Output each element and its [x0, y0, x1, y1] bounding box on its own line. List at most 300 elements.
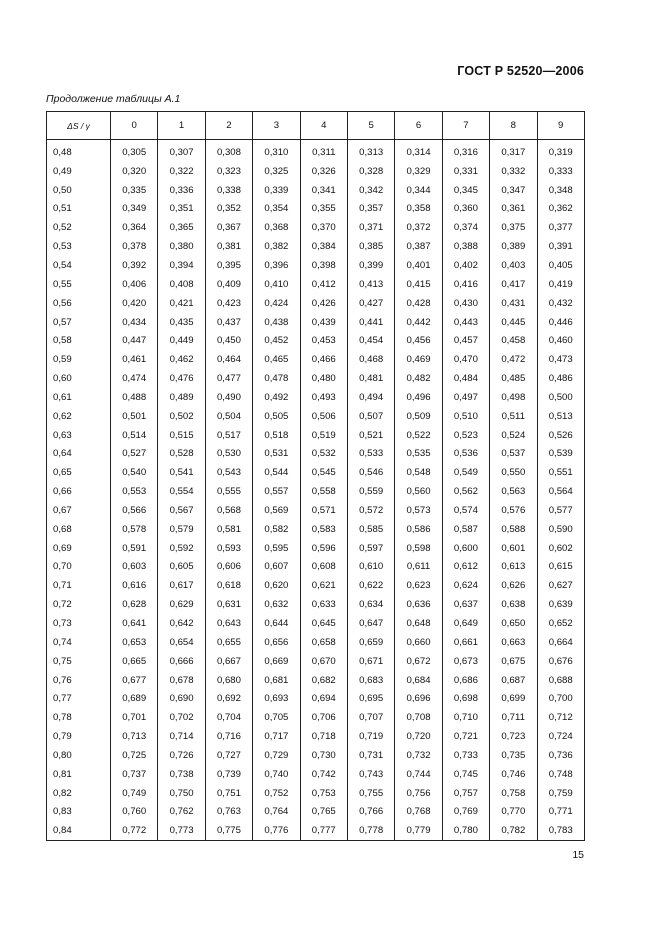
value-cell: 0,783 — [537, 821, 584, 840]
value-cell: 0,737 — [111, 765, 158, 784]
table-row — [47, 671, 585, 690]
table-row — [47, 482, 585, 501]
row-label-cell: 0,78 — [47, 708, 111, 727]
value-cell: 0,427 — [347, 294, 394, 313]
value-cell: 0,553 — [111, 482, 158, 501]
value-cell: 0,540 — [111, 463, 158, 482]
value-cell: 0,408 — [158, 275, 205, 294]
value-cell: 0,361 — [490, 200, 537, 219]
value-cell: 0,677 — [111, 671, 158, 690]
value-cell: 0,367 — [205, 218, 252, 237]
value-cell: 0,695 — [347, 689, 394, 708]
value-cell: 0,342 — [347, 181, 394, 200]
table-row — [47, 426, 585, 445]
value-cell: 0,705 — [253, 708, 300, 727]
column-header-5: 5 — [347, 112, 394, 140]
value-cell: 0,690 — [158, 689, 205, 708]
value-cell: 0,687 — [490, 671, 537, 690]
value-cell: 0,317 — [490, 140, 537, 162]
value-cell: 0,453 — [300, 331, 347, 350]
value-cell: 0,401 — [395, 256, 442, 275]
value-cell: 0,778 — [347, 821, 394, 840]
value-cell: 0,450 — [205, 331, 252, 350]
value-cell: 0,329 — [395, 162, 442, 181]
row-label-cell: 0,56 — [47, 294, 111, 313]
value-cell: 0,345 — [442, 181, 489, 200]
value-cell: 0,749 — [111, 784, 158, 803]
value-cell: 0,597 — [347, 539, 394, 558]
value-cell: 0,769 — [442, 803, 489, 822]
value-cell: 0,410 — [253, 275, 300, 294]
value-cell: 0,601 — [490, 539, 537, 558]
value-cell: 0,606 — [205, 558, 252, 577]
table-row — [47, 463, 585, 482]
value-cell: 0,590 — [537, 520, 584, 539]
column-header-3: 3 — [253, 112, 300, 140]
value-cell: 0,756 — [395, 784, 442, 803]
value-cell: 0,568 — [205, 501, 252, 520]
value-cell: 0,413 — [347, 275, 394, 294]
value-cell: 0,377 — [537, 218, 584, 237]
value-cell: 0,332 — [490, 162, 537, 181]
value-cell: 0,555 — [205, 482, 252, 501]
value-cell: 0,669 — [253, 652, 300, 671]
table-row — [47, 140, 585, 162]
value-cell: 0,742 — [300, 765, 347, 784]
value-cell: 0,602 — [537, 539, 584, 558]
value-cell: 0,658 — [300, 633, 347, 652]
value-cell: 0,763 — [205, 803, 252, 822]
value-cell: 0,675 — [490, 652, 537, 671]
value-cell: 0,351 — [158, 200, 205, 219]
value-cell: 0,751 — [205, 784, 252, 803]
table-row — [47, 331, 585, 350]
value-cell: 0,462 — [158, 350, 205, 369]
value-cell: 0,371 — [347, 218, 394, 237]
value-cell: 0,370 — [300, 218, 347, 237]
value-cell: 0,437 — [205, 313, 252, 332]
value-cell: 0,652 — [537, 614, 584, 633]
value-cell: 0,621 — [300, 576, 347, 595]
row-label-cell: 0,71 — [47, 576, 111, 595]
value-cell: 0,320 — [111, 162, 158, 181]
value-cell: 0,423 — [205, 294, 252, 313]
value-cell: 0,524 — [490, 426, 537, 445]
row-label-cell: 0,55 — [47, 275, 111, 294]
value-cell: 0,704 — [205, 708, 252, 727]
value-cell: 0,545 — [300, 463, 347, 482]
column-header-7: 7 — [442, 112, 489, 140]
value-cell: 0,523 — [442, 426, 489, 445]
row-label-cell: 0,63 — [47, 426, 111, 445]
value-cell: 0,603 — [111, 558, 158, 577]
value-cell: 0,768 — [395, 803, 442, 822]
row-label-cell: 0,81 — [47, 765, 111, 784]
row-label-cell: 0,64 — [47, 445, 111, 464]
value-cell: 0,620 — [253, 576, 300, 595]
row-label-cell: 0,80 — [47, 746, 111, 765]
row-label-cell: 0,58 — [47, 331, 111, 350]
value-cell: 0,402 — [442, 256, 489, 275]
value-cell: 0,648 — [395, 614, 442, 633]
value-cell: 0,681 — [253, 671, 300, 690]
value-cell: 0,465 — [253, 350, 300, 369]
value-cell: 0,513 — [537, 407, 584, 426]
value-cell: 0,428 — [395, 294, 442, 313]
value-cell: 0,368 — [253, 218, 300, 237]
value-cell: 0,391 — [537, 237, 584, 256]
value-cell: 0,426 — [300, 294, 347, 313]
value-cell: 0,409 — [205, 275, 252, 294]
value-cell: 0,576 — [490, 501, 537, 520]
value-cell: 0,650 — [490, 614, 537, 633]
value-cell: 0,530 — [205, 445, 252, 464]
value-cell: 0,526 — [537, 426, 584, 445]
value-cell: 0,457 — [442, 331, 489, 350]
value-cell: 0,605 — [158, 558, 205, 577]
value-cell: 0,406 — [111, 275, 158, 294]
row-label-cell: 0,62 — [47, 407, 111, 426]
value-cell: 0,374 — [442, 218, 489, 237]
value-cell: 0,752 — [253, 784, 300, 803]
value-cell: 0,660 — [395, 633, 442, 652]
column-header-0: 0 — [111, 112, 158, 140]
value-cell: 0,579 — [158, 520, 205, 539]
value-cell: 0,777 — [300, 821, 347, 840]
value-cell: 0,694 — [300, 689, 347, 708]
row-label-cell: 0,65 — [47, 463, 111, 482]
column-header-2: 2 — [205, 112, 252, 140]
value-cell: 0,518 — [253, 426, 300, 445]
value-cell: 0,730 — [300, 746, 347, 765]
value-cell: 0,642 — [158, 614, 205, 633]
value-cell: 0,307 — [158, 140, 205, 162]
column-header-argument: ΔS / γ — [47, 112, 111, 140]
value-cell: 0,517 — [205, 426, 252, 445]
table-header — [47, 112, 585, 140]
value-cell: 0,571 — [300, 501, 347, 520]
value-cell: 0,766 — [347, 803, 394, 822]
value-cell: 0,688 — [537, 671, 584, 690]
value-cell: 0,348 — [537, 181, 584, 200]
value-cell: 0,560 — [395, 482, 442, 501]
value-cell: 0,504 — [205, 407, 252, 426]
table-caption: Продолжение таблицы А.1 — [46, 93, 181, 105]
row-label-cell: 0,70 — [47, 558, 111, 577]
value-cell: 0,700 — [537, 689, 584, 708]
value-cell: 0,511 — [490, 407, 537, 426]
value-cell: 0,468 — [347, 350, 394, 369]
value-cell: 0,578 — [111, 520, 158, 539]
row-label-cell: 0,67 — [47, 501, 111, 520]
value-cell: 0,653 — [111, 633, 158, 652]
value-cell: 0,713 — [111, 727, 158, 746]
value-cell: 0,613 — [490, 558, 537, 577]
value-cell: 0,544 — [253, 463, 300, 482]
column-header-9: 9 — [537, 112, 584, 140]
value-cell: 0,396 — [253, 256, 300, 275]
value-cell: 0,419 — [537, 275, 584, 294]
value-cell: 0,527 — [111, 445, 158, 464]
value-cell: 0,655 — [205, 633, 252, 652]
value-cell: 0,456 — [395, 331, 442, 350]
value-cell: 0,634 — [347, 595, 394, 614]
value-cell: 0,344 — [395, 181, 442, 200]
row-label-cell: 0,50 — [47, 181, 111, 200]
value-cell: 0,574 — [442, 501, 489, 520]
value-cell: 0,528 — [158, 445, 205, 464]
value-cell: 0,364 — [111, 218, 158, 237]
value-cell: 0,671 — [347, 652, 394, 671]
value-cell: 0,313 — [347, 140, 394, 162]
value-cell: 0,316 — [442, 140, 489, 162]
value-cell: 0,637 — [442, 595, 489, 614]
value-cell: 0,692 — [205, 689, 252, 708]
value-cell: 0,347 — [490, 181, 537, 200]
value-cell: 0,716 — [205, 727, 252, 746]
value-cell: 0,760 — [111, 803, 158, 822]
value-cell: 0,460 — [537, 331, 584, 350]
row-label-cell: 0,54 — [47, 256, 111, 275]
value-cell: 0,531 — [253, 445, 300, 464]
table-row — [47, 275, 585, 294]
value-cell: 0,333 — [537, 162, 584, 181]
value-cell: 0,486 — [537, 369, 584, 388]
value-cell: 0,557 — [253, 482, 300, 501]
value-cell: 0,654 — [158, 633, 205, 652]
row-label-cell: 0,57 — [47, 313, 111, 332]
row-label-cell: 0,73 — [47, 614, 111, 633]
value-cell: 0,567 — [158, 501, 205, 520]
value-cell: 0,388 — [442, 237, 489, 256]
table-row — [47, 614, 585, 633]
value-cell: 0,352 — [205, 200, 252, 219]
value-cell: 0,432 — [537, 294, 584, 313]
value-cell: 0,765 — [300, 803, 347, 822]
value-cell: 0,727 — [205, 746, 252, 765]
value-cell: 0,573 — [395, 501, 442, 520]
value-cell: 0,684 — [395, 671, 442, 690]
value-cell: 0,430 — [442, 294, 489, 313]
value-cell: 0,502 — [158, 407, 205, 426]
row-label-cell: 0,72 — [47, 595, 111, 614]
value-cell: 0,699 — [490, 689, 537, 708]
value-cell: 0,338 — [205, 181, 252, 200]
table-row — [47, 294, 585, 313]
value-cell: 0,473 — [537, 350, 584, 369]
value-cell: 0,533 — [347, 445, 394, 464]
row-label-cell: 0,69 — [47, 539, 111, 558]
table-row — [47, 821, 585, 840]
table-row — [47, 765, 585, 784]
value-cell: 0,659 — [347, 633, 394, 652]
table-row — [47, 520, 585, 539]
value-cell: 0,305 — [111, 140, 158, 162]
value-cell: 0,372 — [395, 218, 442, 237]
value-cell: 0,736 — [537, 746, 584, 765]
value-cell: 0,718 — [300, 727, 347, 746]
value-cell: 0,721 — [442, 727, 489, 746]
value-cell: 0,507 — [347, 407, 394, 426]
table-row — [47, 539, 585, 558]
table-row — [47, 576, 585, 595]
value-cell: 0,482 — [395, 369, 442, 388]
value-cell: 0,563 — [490, 482, 537, 501]
value-cell: 0,375 — [490, 218, 537, 237]
value-cell: 0,464 — [205, 350, 252, 369]
row-label-cell: 0,66 — [47, 482, 111, 501]
value-cell: 0,771 — [537, 803, 584, 822]
row-label-cell: 0,48 — [47, 140, 111, 162]
table-row — [47, 445, 585, 464]
value-cell: 0,496 — [395, 388, 442, 407]
value-cell: 0,641 — [111, 614, 158, 633]
value-cell: 0,643 — [205, 614, 252, 633]
value-cell: 0,735 — [490, 746, 537, 765]
value-cell: 0,554 — [158, 482, 205, 501]
value-cell: 0,421 — [158, 294, 205, 313]
value-cell: 0,319 — [537, 140, 584, 162]
value-cell: 0,698 — [442, 689, 489, 708]
value-cell: 0,711 — [490, 708, 537, 727]
value-cell: 0,627 — [537, 576, 584, 595]
row-label-cell: 0,84 — [47, 821, 111, 840]
column-header-6: 6 — [395, 112, 442, 140]
value-cell: 0,738 — [158, 765, 205, 784]
value-cell: 0,431 — [490, 294, 537, 313]
value-cell: 0,392 — [111, 256, 158, 275]
value-cell: 0,626 — [490, 576, 537, 595]
value-cell: 0,481 — [347, 369, 394, 388]
value-cell: 0,647 — [347, 614, 394, 633]
value-cell: 0,633 — [300, 595, 347, 614]
value-cell: 0,587 — [442, 520, 489, 539]
value-cell: 0,380 — [158, 237, 205, 256]
column-header-4: 4 — [300, 112, 347, 140]
value-cell: 0,506 — [300, 407, 347, 426]
value-cell: 0,385 — [347, 237, 394, 256]
value-cell: 0,416 — [442, 275, 489, 294]
value-cell: 0,702 — [158, 708, 205, 727]
value-cell: 0,623 — [395, 576, 442, 595]
row-label-cell: 0,68 — [47, 520, 111, 539]
value-cell: 0,732 — [395, 746, 442, 765]
value-cell: 0,595 — [253, 539, 300, 558]
value-cell: 0,472 — [490, 350, 537, 369]
value-cell: 0,501 — [111, 407, 158, 426]
value-cell: 0,417 — [490, 275, 537, 294]
row-label-cell: 0,77 — [47, 689, 111, 708]
value-cell: 0,354 — [253, 200, 300, 219]
value-cell: 0,592 — [158, 539, 205, 558]
value-cell: 0,672 — [395, 652, 442, 671]
value-cell: 0,758 — [490, 784, 537, 803]
value-cell: 0,725 — [111, 746, 158, 765]
value-cell: 0,755 — [347, 784, 394, 803]
value-cell: 0,748 — [537, 765, 584, 784]
value-cell: 0,537 — [490, 445, 537, 464]
value-cell: 0,608 — [300, 558, 347, 577]
value-cell: 0,569 — [253, 501, 300, 520]
value-cell: 0,612 — [442, 558, 489, 577]
value-cell: 0,586 — [395, 520, 442, 539]
value-cell: 0,615 — [537, 558, 584, 577]
document-code: ГОСТ Р 52520—2006 — [457, 64, 584, 78]
value-cell: 0,357 — [347, 200, 394, 219]
value-cell: 0,717 — [253, 727, 300, 746]
value-cell: 0,744 — [395, 765, 442, 784]
value-cell: 0,326 — [300, 162, 347, 181]
value-cell: 0,670 — [300, 652, 347, 671]
value-cell: 0,624 — [442, 576, 489, 595]
value-cell: 0,439 — [300, 313, 347, 332]
value-cell: 0,631 — [205, 595, 252, 614]
table-row — [47, 595, 585, 614]
value-cell: 0,743 — [347, 765, 394, 784]
table-row — [47, 633, 585, 652]
value-cell: 0,384 — [300, 237, 347, 256]
value-cell: 0,680 — [205, 671, 252, 690]
value-cell: 0,522 — [395, 426, 442, 445]
table-row — [47, 218, 585, 237]
value-cell: 0,731 — [347, 746, 394, 765]
value-cell: 0,581 — [205, 520, 252, 539]
table-row — [47, 200, 585, 219]
value-cell: 0,661 — [442, 633, 489, 652]
value-cell: 0,438 — [253, 313, 300, 332]
value-cell: 0,600 — [442, 539, 489, 558]
value-cell: 0,476 — [158, 369, 205, 388]
value-cell: 0,362 — [537, 200, 584, 219]
value-cell: 0,535 — [395, 445, 442, 464]
value-cell: 0,577 — [537, 501, 584, 520]
value-cell: 0,665 — [111, 652, 158, 671]
value-cell: 0,639 — [537, 595, 584, 614]
value-cell: 0,572 — [347, 501, 394, 520]
value-cell: 0,541 — [158, 463, 205, 482]
value-cell: 0,693 — [253, 689, 300, 708]
value-cell: 0,336 — [158, 181, 205, 200]
value-cell: 0,548 — [395, 463, 442, 482]
value-cell: 0,622 — [347, 576, 394, 595]
value-cell: 0,632 — [253, 595, 300, 614]
value-cell: 0,435 — [158, 313, 205, 332]
value-cell: 0,387 — [395, 237, 442, 256]
value-cell: 0,776 — [253, 821, 300, 840]
value-cell: 0,488 — [111, 388, 158, 407]
value-cell: 0,686 — [442, 671, 489, 690]
value-cell: 0,478 — [253, 369, 300, 388]
value-cell: 0,474 — [111, 369, 158, 388]
value-cell: 0,403 — [490, 256, 537, 275]
value-cell: 0,649 — [442, 614, 489, 633]
value-cell: 0,434 — [111, 313, 158, 332]
value-cell: 0,441 — [347, 313, 394, 332]
value-cell: 0,389 — [490, 237, 537, 256]
value-cell: 0,782 — [490, 821, 537, 840]
header-row — [47, 112, 585, 140]
value-cell: 0,532 — [300, 445, 347, 464]
value-cell: 0,399 — [347, 256, 394, 275]
table-row — [47, 689, 585, 708]
value-cell: 0,382 — [253, 237, 300, 256]
value-cell: 0,365 — [158, 218, 205, 237]
value-cell: 0,505 — [253, 407, 300, 426]
value-cell: 0,588 — [490, 520, 537, 539]
table-row — [47, 708, 585, 727]
value-cell: 0,519 — [300, 426, 347, 445]
value-cell: 0,689 — [111, 689, 158, 708]
